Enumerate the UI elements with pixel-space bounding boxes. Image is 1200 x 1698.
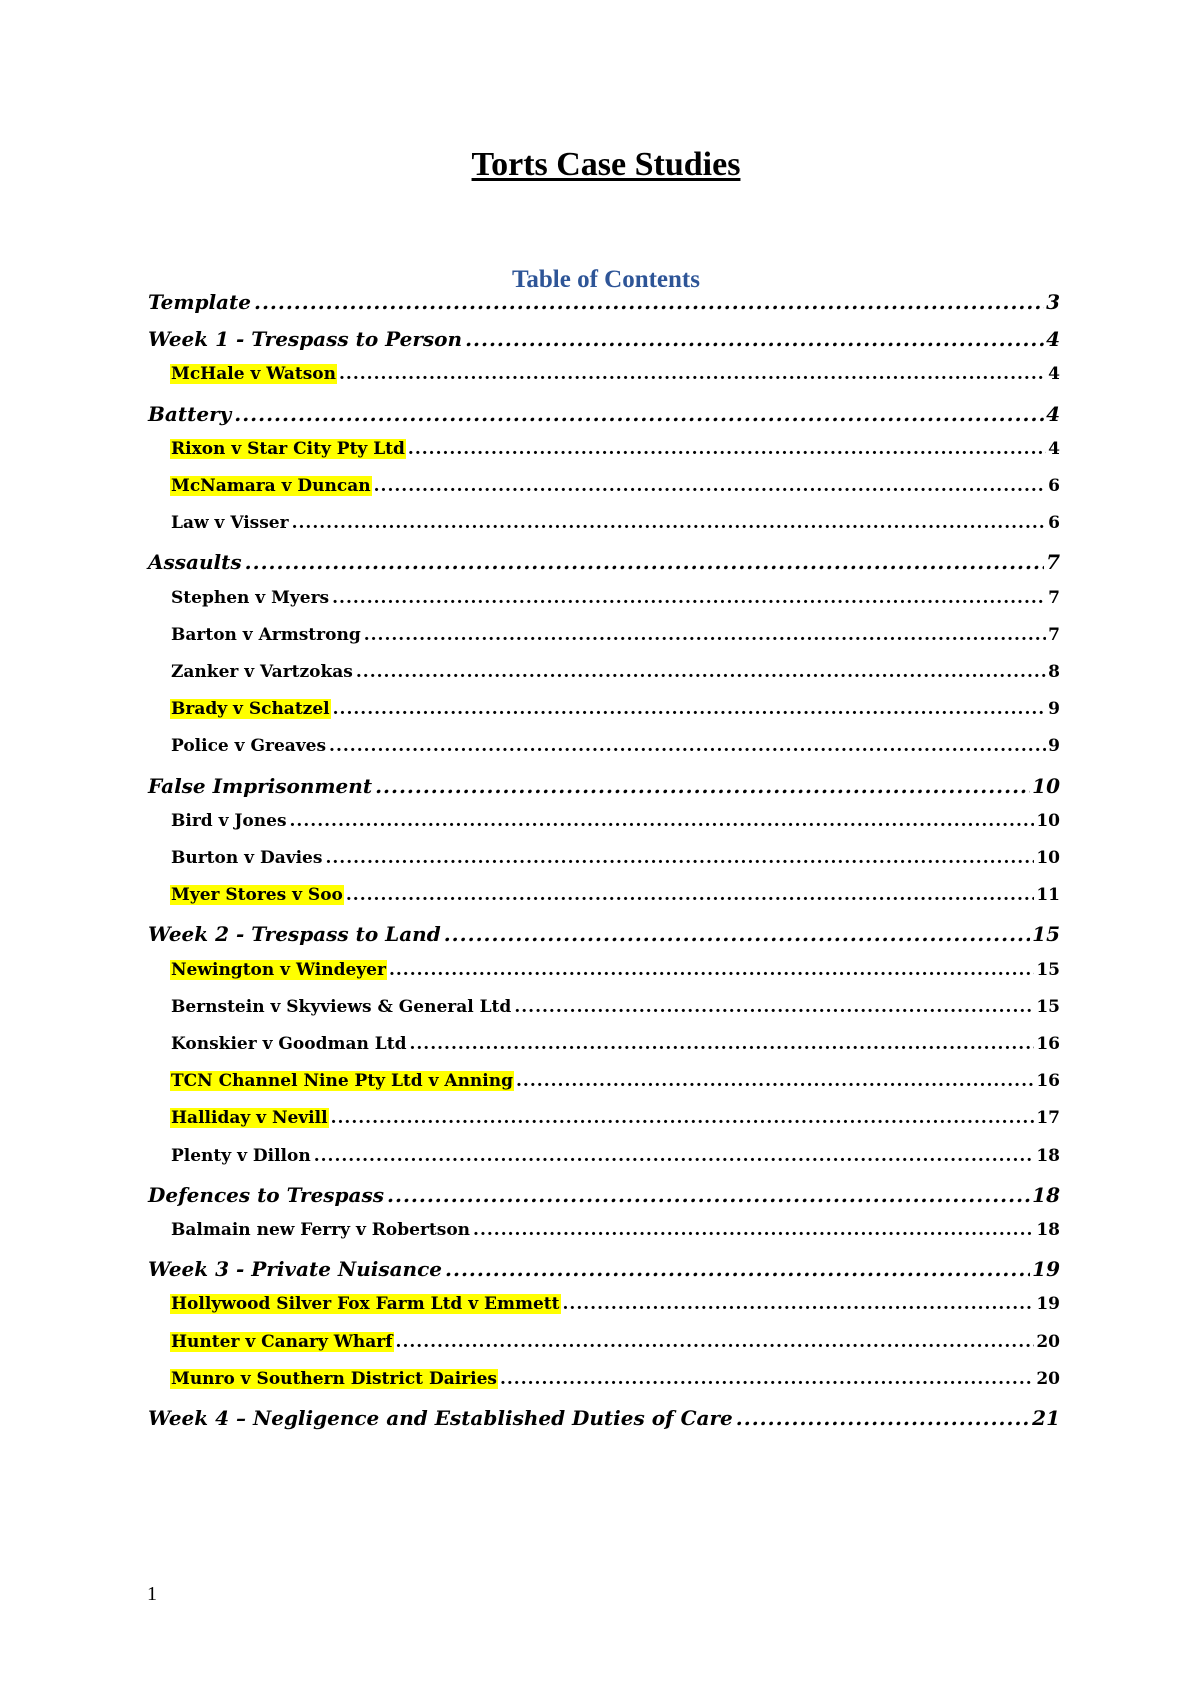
toc-dot-leader	[563, 1294, 1035, 1314]
toc-dot-leader	[339, 364, 1046, 384]
toc-heading: Table of Contents	[512, 266, 700, 293]
toc-entry-title: Newington v Windeyer	[171, 959, 386, 980]
toc-entry-page: 16	[1036, 1034, 1060, 1054]
toc-dot-leader	[408, 439, 1046, 459]
toc-entry-page: 4	[1048, 364, 1060, 385]
toc-entry-page: 15	[1032, 922, 1060, 947]
toc-dot-leader	[314, 1146, 1035, 1166]
toc-dot-leader	[254, 290, 1044, 314]
toc-section-entry[interactable]	[147, 774, 1060, 804]
toc-case-entry[interactable]	[170, 997, 1060, 1027]
toc-dot-leader	[356, 662, 1046, 682]
toc-dot-leader	[346, 885, 1034, 905]
toc-entry-page: 7	[1048, 624, 1060, 645]
toc-section-entry[interactable]	[147, 922, 1060, 952]
toc-dot-leader	[736, 1406, 1030, 1430]
toc-case-entry[interactable]	[170, 736, 1060, 766]
toc-case-entry[interactable]	[170, 662, 1060, 692]
toc-entry-page: 3	[1046, 290, 1060, 314]
toc-entry-title: Munro v Southern District Dairies	[171, 1368, 497, 1389]
toc-case-entry[interactable]	[170, 1369, 1060, 1399]
toc-entry-title: Hollywood Silver Fox Farm Ltd v Emmett	[171, 1294, 560, 1315]
toc-entry-page: 19	[1032, 1257, 1060, 1282]
toc-dot-leader	[234, 402, 1044, 426]
toc-dot-leader	[473, 1220, 1034, 1240]
toc-dot-leader	[396, 1332, 1035, 1352]
toc-case-entry[interactable]	[170, 513, 1060, 543]
toc-dot-leader	[245, 550, 1044, 574]
toc-case-entry[interactable]	[170, 960, 1060, 990]
toc-entry-title: Assaults	[148, 550, 242, 575]
toc-case-entry[interactable]	[170, 625, 1060, 655]
toc-entry-title: Myer Stores v Soo	[171, 885, 343, 906]
toc-entry-title: Week 1 - Trespass to Person	[148, 327, 463, 352]
toc-entry-page: 10	[1036, 848, 1060, 868]
toc-entry-title: Konskier v Goodman Ltd	[171, 1034, 407, 1054]
toc-case-entry[interactable]	[170, 1332, 1060, 1362]
toc-entry-page: 7	[1048, 587, 1060, 608]
toc-entry-title: Stephen v Myers	[171, 587, 330, 608]
toc-dot-leader	[465, 327, 1044, 351]
toc-entry-page: 18	[1032, 1182, 1060, 1207]
toc-entry-page: 9	[1048, 736, 1060, 757]
toc-entry-title: Week 2 - Trespass to Land	[148, 922, 441, 947]
toc-entry-title: Brady v Schatzel	[171, 699, 330, 720]
toc-entry-title: McHale v Watson	[171, 364, 336, 385]
toc-entry-page: 20	[1036, 1331, 1060, 1352]
toc-section-entry[interactable]	[147, 327, 1060, 357]
toc-section-entry[interactable]	[147, 402, 1060, 432]
page-number: 1	[147, 1583, 157, 1605]
toc-dot-leader	[329, 736, 1046, 756]
toc-entry-title: Defences to Trespass	[148, 1182, 385, 1207]
toc-entry-title: Burton v Davies	[171, 848, 323, 868]
toc-entry-title: Barton v Armstrong	[171, 624, 361, 645]
toc-case-entry[interactable]	[170, 364, 1060, 394]
toc-entry-page: 15	[1036, 996, 1060, 1017]
toc-case-entry[interactable]	[170, 439, 1060, 469]
toc-entry-title: Battery	[148, 401, 232, 426]
toc-dot-leader	[444, 922, 1030, 946]
toc-dot-leader	[331, 1108, 1035, 1128]
toc-entry-page: 4	[1046, 401, 1060, 426]
toc-case-entry[interactable]	[170, 699, 1060, 729]
toc-dot-leader	[375, 774, 1030, 798]
toc-case-entry[interactable]	[170, 1071, 1060, 1101]
toc-entry-page: 19	[1036, 1294, 1060, 1315]
toc-entry-title: Law v Visser	[171, 513, 289, 534]
toc-entry-title: Plenty v Dillon	[171, 1145, 311, 1166]
toc-case-entry[interactable]	[170, 1146, 1060, 1176]
toc-case-entry[interactable]	[170, 476, 1060, 506]
toc-entry-title: Hunter v Canary Wharf	[171, 1331, 393, 1352]
toc-section-entry[interactable]	[147, 1183, 1060, 1213]
toc-entry-page: 6	[1048, 476, 1060, 496]
toc-dot-leader	[374, 476, 1047, 496]
toc-entry-title: Rixon v Star City Pty Ltd	[171, 438, 405, 459]
toc-entry-page: 17	[1036, 1108, 1060, 1129]
toc-dot-leader	[516, 1071, 1034, 1091]
toc-dot-leader	[290, 811, 1035, 831]
toc-dot-leader	[292, 513, 1047, 533]
toc-entry-page: 18	[1036, 1220, 1060, 1240]
toc-entry-page: 7	[1046, 550, 1060, 575]
toc-section-entry[interactable]	[147, 550, 1060, 580]
toc-entry-title: Bernstein v Skyviews & General Ltd	[171, 996, 512, 1017]
toc-dot-leader	[445, 1257, 1030, 1281]
toc-entry-title: False Imprisonment	[148, 773, 373, 798]
toc-entry-title: TCN Channel Nine Pty Ltd v Anning	[171, 1071, 514, 1092]
toc-dot-leader	[364, 625, 1046, 645]
toc-entry-page: 18	[1036, 1145, 1060, 1166]
toc-entry-title: Week 3 - Private Nuisance	[148, 1257, 443, 1282]
toc-dot-leader	[389, 960, 1034, 980]
toc-entry-page: 4	[1048, 438, 1060, 459]
toc-entry-page: 4	[1046, 327, 1060, 352]
toc-entry-page: 10	[1036, 810, 1060, 831]
toc-case-entry[interactable]	[170, 1220, 1060, 1250]
toc-case-entry[interactable]	[170, 885, 1060, 915]
toc-entry-page: 16	[1036, 1071, 1060, 1092]
toc-entry-page: 15	[1036, 959, 1060, 980]
toc-entry-title: McNamara v Duncan	[171, 476, 371, 496]
toc-entry-title: Police v Greaves	[171, 736, 327, 757]
toc-section-entry[interactable]	[147, 290, 1060, 320]
toc-dot-leader	[325, 848, 1034, 868]
toc-dot-leader	[514, 997, 1034, 1017]
toc-case-entry[interactable]	[170, 588, 1060, 618]
toc-dot-leader	[409, 1034, 1034, 1054]
toc-entry-page: 21	[1032, 1406, 1060, 1430]
toc-entry-page: 6	[1048, 513, 1060, 534]
toc-section-entry[interactable]	[147, 1406, 1060, 1436]
toc-case-entry[interactable]	[170, 1034, 1060, 1064]
document-title: Torts Case Studies	[471, 146, 741, 183]
toc-case-entry[interactable]	[170, 1294, 1060, 1324]
toc-entry-page: 8	[1048, 662, 1060, 682]
toc-section-entry[interactable]	[147, 1257, 1060, 1287]
toc-dot-leader	[332, 588, 1046, 608]
toc-entry-page: 9	[1048, 699, 1060, 720]
toc-entry-title: Halliday v Nevill	[171, 1108, 328, 1129]
toc-dot-leader	[500, 1369, 1034, 1389]
toc-entry-title: Bird v Jones	[171, 810, 287, 831]
toc-case-entry[interactable]	[170, 848, 1060, 878]
toc-case-entry[interactable]	[170, 1108, 1060, 1138]
toc-case-entry[interactable]	[170, 811, 1060, 841]
toc-entry-page: 11	[1036, 885, 1060, 906]
toc-entry-title: Balmain new Ferry v Robertson	[171, 1220, 471, 1240]
toc-entry-page: 20	[1036, 1368, 1060, 1389]
toc-entry-title: Zanker v Vartzokas	[171, 662, 353, 682]
toc-entry-title: Template	[148, 290, 251, 314]
toc-dot-leader	[387, 1183, 1030, 1207]
toc-entry-page: 10	[1032, 773, 1060, 798]
toc-entry-title: Week 4 – Negligence and Established Duties of Care	[148, 1406, 733, 1430]
toc-dot-leader	[333, 699, 1047, 719]
